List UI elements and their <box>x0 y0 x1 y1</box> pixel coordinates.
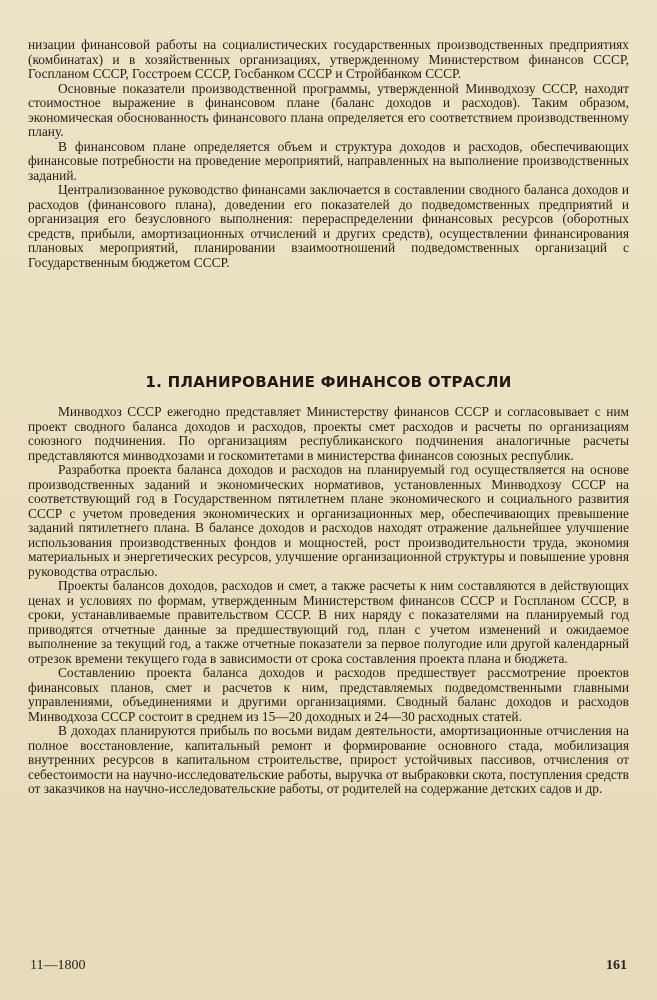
paragraph: Централизованное руководство финансами заключается в составлении сводного баланса доходов и расходов (финансового плана), доведении его показателей до подведомственных предприятий и организация его безусловного выполнения: перераспределении финансовых ресурсов (оборотных средств, прибыли, амортизационных отчислений и других средств), осуществлении финансирования плановых мероприятий, планировании взаимоотношений подведомственных организаций с Государственным бюджетом СССР. <box>28 182 629 270</box>
paragraph-continuation: низации финансовой работы на социалистических государственных производственных предприятиях (комбинатах) и в хозяйственных организациях, утвержденному Министерством финансов СССР, Госпланом СССР, Госстроем СССР, Госбанком СССР и Стройбанком СССР. <box>28 37 629 81</box>
section-text-block <box>28 405 629 797</box>
paragraph: Разработка проекта баланса доходов и расходов на планируемый год осуществляется на основе производственных заданий и экономических нормативов, установленных Минводхозу СССР на соответствующий год в Государственном пятилетнем плане экономического и социального развития СССР с учетом проведения экономических и организационных мер, обеспечивающих превышение заданий пятилетнего плана. В балансе доходов и расходов находят отражение дальнейшее улучшение использования производственных фондов и мощностей, рост производительности труда, экономия материальных и энергетических ресурсов, улучшение организационной структуры и повышение уровня руководства отраслью. <box>28 462 629 579</box>
paragraph: В финансовом плане определяется объем и структура доходов и расходов, обеспечивающих финансовые потребности на проведение мероприятий, направленных на выполнение производственных заданий. <box>28 138 629 183</box>
section-heading: 1. ПЛАНИРОВАНИЕ ФИНАНСОВ ОТРАСЛИ <box>145 373 512 391</box>
page-number: 161 <box>606 958 627 973</box>
top-text-block <box>28 38 629 270</box>
printer-signature-mark: 11—1800 <box>30 958 86 973</box>
paragraph: Составлению проекта баланса доходов и расходов предшествует рассмотрение проектов финансовых планов, смет и расчетов к ним, представляемых подведомственными главными управлениями, объединениями и другими организациями. Сводный баланс доходов и расходов Минводхоза СССР состоит в среднем из 15—20 доходных и 24—30 расходных статей. <box>28 665 629 724</box>
paragraph: Проекты балансов доходов, расходов и смет, а также расчеты к ним составляются в действующих ценах и условиях по формам, утвержденным Министерством финансов СССР и Госпланом СССР, в сроки, устанавливаемые правительством СССР. В них наряду с показателями на планируемый год приводятся отчетные данные за предшествующий год, план с учетом изменений и ожидаемое выполнение за текущий год, а также отчетные показатели за первое полугодие или другой календарный отрезок времени текущего года в зависимости от срока составления проекта плана и бюджета. <box>28 578 629 666</box>
paragraph: Минводхоз СССР ежегодно представляет Министерству финансов СССР и согласовывает с ним проект сводного баланса доходов и расходов, проекты смет расходов и расчеты по организациям союзного подчинения. По организациям республиканского подчинения аналогичные расчеты представляются минводхозами и госкомитетами в министерства финансов союзных республик. <box>28 404 629 463</box>
paragraph: Основные показатели производственной программы, утвержденной Минводхозу СССР, находят стоимостное выражение в финансовом плане (баланс доходов и расходов). Таким образом, экономическая обоснованность финансового плана определяется его соответствием производственному плану. <box>28 80 629 139</box>
paragraph: В доходах планируются прибыль по восьми видам деятельности, амортизационные отчисления на полное восстановление, капитальный ремонт и формирование основного стада, мобилизация внутренних ресурсов в капитальном строительстве, прирост устойчивых пассивов, отчисления от себестоимости на научно-исследовательские работы, выручка от выбраковки скота, поступления средств от заказчиков на научно-исследовательские работы, от родителей на содержание детских садов и др. <box>28 723 629 796</box>
